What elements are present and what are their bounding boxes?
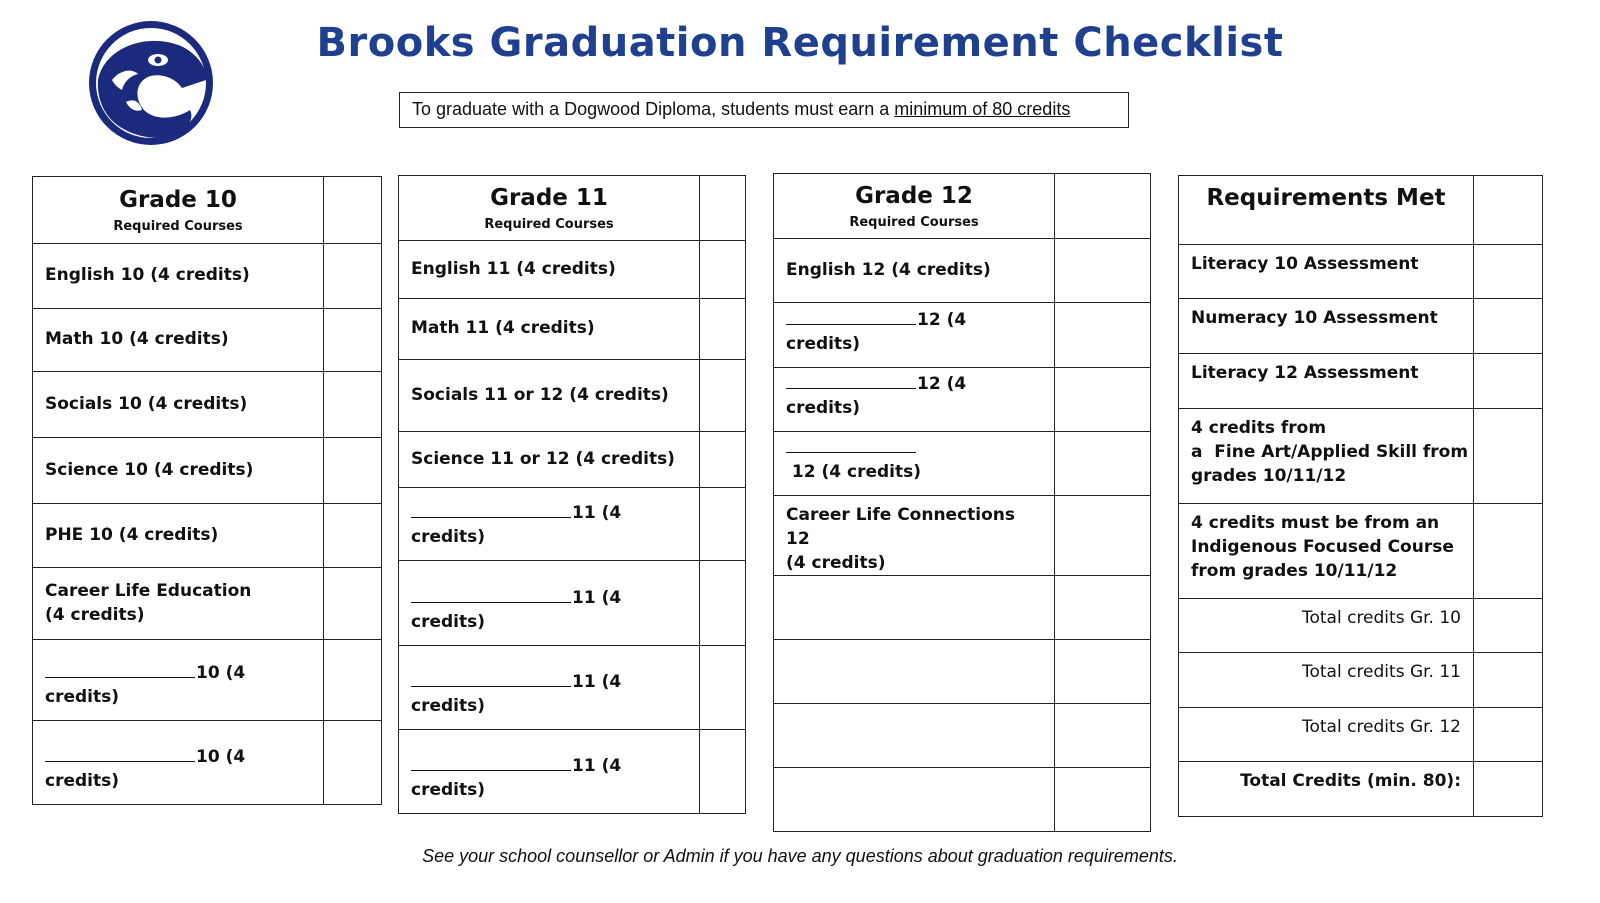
checkbox-cell[interactable] <box>700 646 746 730</box>
elective-suffix: 10 (4 credits) <box>45 747 246 792</box>
checkbox-cell[interactable] <box>700 730 746 814</box>
requirements-title: Requirements Met <box>1206 185 1446 211</box>
requirements-met-table <box>1178 175 1543 817</box>
checkbox-cell[interactable] <box>1474 354 1543 409</box>
fill-in-line[interactable] <box>786 322 916 325</box>
course-cell: English 10 (4 credits) <box>33 244 324 309</box>
requirements-header <box>1179 176 1474 245</box>
checkbox-cell[interactable] <box>1474 245 1543 299</box>
fine-art-line: grades 10/11/12 <box>1191 465 1347 486</box>
grand-total-value-cell[interactable] <box>1474 762 1543 817</box>
course-cell: English 12 (4 credits) <box>774 239 1055 303</box>
indigenous-requirement-cell <box>1179 504 1474 599</box>
empty-course-cell[interactable] <box>774 704 1055 768</box>
note-emphasis: minimum of 80 credits <box>894 99 1071 119</box>
course-cell: Math 10 (4 credits) <box>33 309 324 372</box>
fill-in-line[interactable] <box>45 759 195 762</box>
elective-cell[interactable] <box>33 721 324 805</box>
grand-total-label: Total Credits (min. 80): <box>1179 762 1474 817</box>
fill-in-line[interactable] <box>45 675 195 678</box>
fill-in-line[interactable] <box>411 600 571 603</box>
checkbox-cell[interactable] <box>1055 368 1151 432</box>
fill-in-line[interactable] <box>411 768 571 771</box>
fill-in-line[interactable] <box>786 386 916 389</box>
elective-suffix: 11 (4 credits) <box>411 756 622 801</box>
page-title <box>0 20 1600 66</box>
grade-11-table <box>398 175 746 814</box>
indigenous-line: from grades 10/11/12 <box>1191 560 1398 581</box>
checkbox-cell[interactable] <box>324 640 382 721</box>
career-line-2: (4 credits) <box>45 604 145 625</box>
course-cell: PHE 10 (4 credits) <box>33 504 324 568</box>
grade-11-title: Grade 11 <box>490 184 608 211</box>
checkbox-cell[interactable] <box>324 504 382 568</box>
checkbox-cell[interactable] <box>700 299 746 360</box>
course-cell: Socials 11 or 12 (4 credits) <box>399 360 700 432</box>
elective-cell[interactable] <box>774 432 1055 496</box>
empty-course-cell[interactable] <box>774 640 1055 704</box>
elective-cell[interactable] <box>399 646 700 730</box>
total-value-cell[interactable] <box>1474 599 1543 653</box>
elective-cell[interactable] <box>774 303 1055 368</box>
checkbox-cell[interactable] <box>1474 504 1543 599</box>
checkbox-cell[interactable] <box>1055 576 1151 640</box>
checkbox-cell[interactable] <box>1474 176 1543 245</box>
total-value-cell[interactable] <box>1474 653 1543 708</box>
requirement-cell: Literacy 12 Assessment <box>1179 354 1474 409</box>
diploma-requirement-note <box>399 92 1129 128</box>
fill-in-line[interactable] <box>786 450 916 453</box>
fine-art-line: 4 credits from <box>1191 418 1327 438</box>
elective-cell[interactable] <box>774 368 1055 432</box>
checkbox-cell[interactable] <box>1055 174 1151 239</box>
checkbox-cell[interactable] <box>324 177 382 244</box>
elective-suffix: 11 (4 credits) <box>411 672 622 717</box>
checkbox-cell[interactable] <box>700 432 746 488</box>
checkbox-cell[interactable] <box>700 360 746 432</box>
requirement-cell: Numeracy 10 Assessment <box>1179 299 1474 354</box>
elective-suffix: 12 (4 credits) <box>786 310 967 355</box>
elective-suffix: 11 (4 credits) <box>411 503 622 548</box>
checkbox-cell[interactable] <box>1055 768 1151 832</box>
checkbox-cell[interactable] <box>700 241 746 299</box>
course-cell: Math 11 (4 credits) <box>399 299 700 360</box>
checkbox-cell[interactable] <box>324 309 382 372</box>
elective-cell[interactable] <box>399 730 700 814</box>
footer-note: See your school counsellor or Admin if you have any questions about graduation requirements. <box>422 846 1178 866</box>
checkbox-cell[interactable] <box>1055 640 1151 704</box>
course-cell: Science 11 or 12 (4 credits) <box>399 432 700 488</box>
elective-suffix: 11 (4 credits) <box>411 588 622 633</box>
total-credits-gr10-label: Total credits Gr. 10 <box>1179 599 1474 653</box>
empty-course-cell[interactable] <box>774 768 1055 832</box>
checkbox-cell[interactable] <box>1055 239 1151 303</box>
course-cell-career-life-education <box>33 568 324 640</box>
grade-10-title: Grade 10 <box>119 186 237 213</box>
total-value-cell[interactable] <box>1474 708 1543 762</box>
total-credits-gr11-label: Total credits Gr. 11 <box>1179 653 1474 708</box>
indigenous-line: Indigenous Focused Course <box>1191 536 1454 557</box>
checkbox-cell[interactable] <box>700 488 746 561</box>
checkbox-cell[interactable] <box>700 561 746 646</box>
checkbox-cell[interactable] <box>324 244 382 309</box>
checkbox-cell[interactable] <box>1055 704 1151 768</box>
course-cell: English 11 (4 credits) <box>399 241 700 299</box>
course-cell: Science 10 (4 credits) <box>33 438 324 504</box>
checkbox-cell[interactable] <box>1474 299 1543 354</box>
grade-12-header <box>774 174 1055 239</box>
checkbox-cell[interactable] <box>324 372 382 438</box>
elective-cell[interactable] <box>399 488 700 561</box>
course-cell-career-life-connections <box>774 496 1055 576</box>
elective-suffix: 12 (4 credits) <box>786 462 922 483</box>
grade-10-header <box>33 177 324 244</box>
checkbox-cell[interactable] <box>324 721 382 805</box>
checkbox-cell[interactable] <box>1055 432 1151 496</box>
fill-in-line[interactable] <box>411 515 571 518</box>
grade-12-title: Grade 12 <box>855 182 973 209</box>
grade-11-subtitle: Required Courses <box>484 217 614 232</box>
elective-suffix: 10 (4 credits) <box>45 663 246 708</box>
fill-in-line[interactable] <box>411 684 571 687</box>
grade-12-table <box>773 173 1151 832</box>
checkbox-cell[interactable] <box>1055 496 1151 576</box>
requirement-cell: Literacy 10 Assessment <box>1179 245 1474 299</box>
checkbox-cell[interactable] <box>1474 409 1543 504</box>
fine-art-line: a Fine Art/Applied Skill from <box>1191 441 1469 462</box>
fine-art-requirement-cell <box>1179 409 1474 504</box>
grade-12-subtitle: Required Courses <box>849 215 979 230</box>
empty-course-cell[interactable] <box>774 576 1055 640</box>
checkbox-cell[interactable] <box>700 176 746 241</box>
page-title-text: Brooks Graduation Requirement Checklist <box>316 20 1284 66</box>
note-prefix: To graduate with a Dogwood Diploma, students must earn a <box>412 99 895 119</box>
grade-10-subtitle: Required Courses <box>113 219 243 234</box>
course-cell: Socials 10 (4 credits) <box>33 372 324 438</box>
indigenous-line: 4 credits must be from an <box>1191 513 1440 533</box>
career-line-2: (4 credits) <box>786 552 886 573</box>
career-line-1: Career Life Education <box>45 580 252 601</box>
checkbox-cell[interactable] <box>1055 303 1151 368</box>
elective-cell[interactable] <box>33 640 324 721</box>
grade-11-header <box>399 176 700 241</box>
checkbox-cell[interactable] <box>324 568 382 640</box>
checkbox-cell[interactable] <box>324 438 382 504</box>
total-credits-gr12-label: Total credits Gr. 12 <box>1179 708 1474 762</box>
grade-10-table <box>32 176 382 805</box>
elective-cell[interactable] <box>399 561 700 646</box>
career-line-1: Career Life Connections 12 <box>786 505 1016 549</box>
elective-suffix: 12 (4 credits) <box>786 374 967 419</box>
